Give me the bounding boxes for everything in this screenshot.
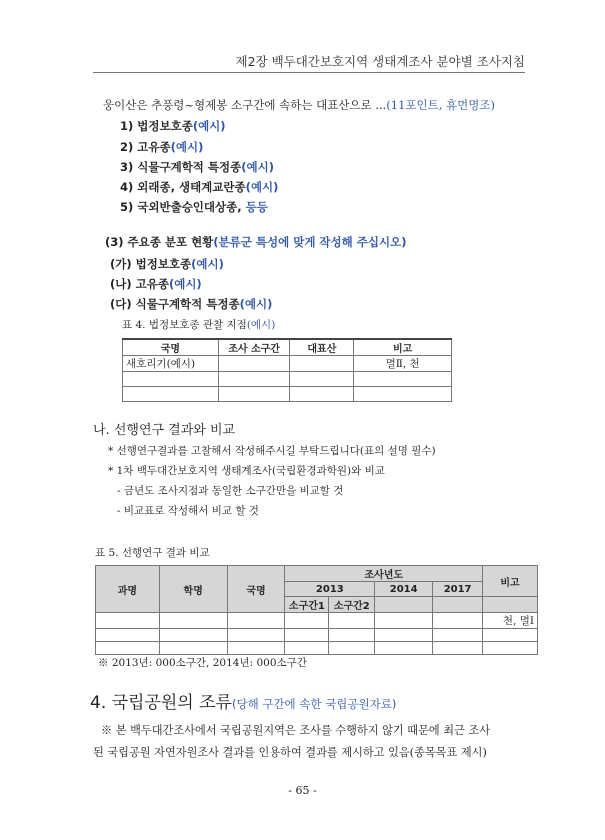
table5-cell: [227, 629, 285, 642]
table-row: [123, 372, 452, 387]
list1-item: [120, 139, 203, 155]
table5-cell: [159, 642, 227, 655]
table5-cell: [329, 642, 375, 655]
section3-label: (3) 주요종 분포 현황: [105, 235, 214, 249]
list2-label: (다) 식물구계학적 특정종: [110, 297, 240, 311]
table4-caption-highlight: (예시): [246, 319, 276, 331]
intro-body: 웅이산은 추풍령~형제봉 소구간에 속하는 대표산으로 ...: [103, 98, 387, 112]
para-line: 된 국립공원 자연자원조사 결과를 인용하여 결과를 제시하고 있음(종목목표 제시): [93, 746, 487, 759]
list1-example: (예시): [192, 119, 226, 133]
table4-cell: [218, 372, 290, 387]
table5-cell: [96, 613, 160, 629]
table5-cell: [285, 613, 329, 629]
table4-cell: [290, 356, 354, 372]
table5-caption: 표 5. 선행연구 결과 비교: [95, 547, 210, 559]
table4-cell: 새호리기(예시): [123, 356, 219, 372]
table5-cell: [483, 642, 538, 655]
table-row: [123, 356, 452, 372]
list2-item: [110, 296, 272, 312]
header-title: 제2장 백두대간보호지역 생태계조사 분야별 조사지침: [235, 54, 525, 69]
list1-label: 2) 고유종: [120, 140, 171, 154]
table5-cell: [96, 629, 160, 642]
table5-cell: [433, 629, 483, 642]
section3-note: (분류군 특성에 맞게 작성해 주십시오): [213, 235, 407, 249]
list2-example: (예시): [168, 277, 202, 291]
table4-cell: [290, 372, 354, 387]
table4-cell: [218, 356, 290, 372]
intro-highlight: (11포인트, 휴먼명조): [386, 98, 495, 112]
table5-cell: [285, 629, 329, 642]
table5-cell: [375, 642, 433, 655]
note-line: - 비교표로 작성해서 비교 할 것: [117, 505, 259, 517]
table5-subsection: 소구간1: [285, 597, 329, 613]
list1-label: 4) 외래종, 생태계교란종: [120, 180, 246, 194]
table4-cell: [218, 387, 290, 402]
list2-label: (나) 고유종: [110, 277, 169, 291]
table4-header: 비고: [354, 339, 452, 356]
table-row: [123, 387, 452, 402]
section-na-title: 나. 선행연구 결과와 비교: [93, 423, 236, 438]
table5-header-note: 비고: [483, 566, 538, 597]
table-row: [96, 613, 538, 629]
list1-item: [120, 159, 274, 175]
table4-caption-text: 표 4. 법정보호종 관찰 지점: [122, 319, 247, 331]
table5-cell: [483, 597, 538, 613]
table5: [95, 565, 538, 655]
list1-item: [120, 199, 268, 215]
list1-example: (예시): [170, 140, 204, 154]
table5-cell: [159, 613, 227, 629]
section4-title: 4. 국립공원의 조류: [90, 693, 232, 713]
table5-cell: [433, 613, 483, 629]
table5-cell: [329, 629, 375, 642]
list1-item: [120, 179, 278, 195]
section3-heading: [105, 234, 406, 250]
table5-cell: [375, 597, 433, 613]
table5-cell: [483, 629, 538, 642]
table5-cell: [329, 613, 375, 629]
table5-cell: [227, 642, 285, 655]
table5-cell: [159, 629, 227, 642]
para-line: ※ 본 백두대간조사에서 국립공원지역은 조사를 수행하지 않기 때문에 최근 조사: [101, 724, 491, 737]
table5-cell: [96, 642, 160, 655]
table5-year: 2017: [433, 582, 483, 597]
list2-example: (예시): [191, 257, 224, 271]
list1-label: 1) 법정보호종: [120, 119, 193, 133]
table4-header: 국명: [123, 339, 219, 356]
table5-cell: [433, 642, 483, 655]
note-line: - 금년도 조사지점과 동일한 소구간만을 비교할 것: [117, 485, 344, 497]
table5-cell: [375, 629, 433, 642]
table5-cell: [227, 613, 285, 629]
table4-cell: [123, 372, 219, 387]
table5-year: 2013: [285, 582, 375, 597]
note-line: * 1차 백두대간보호지역 생태계조사(국립환경과학원)와 비교: [108, 465, 385, 477]
list1-item: [120, 118, 226, 134]
table4-cell: [123, 387, 219, 402]
table5-cell: [433, 597, 483, 613]
section4-heading: [90, 688, 396, 713]
list1-example: (예시): [241, 160, 274, 174]
table4-cell: [354, 372, 452, 387]
list1-label: 3) 식물구계학적 특정종: [120, 160, 242, 174]
table5-cell: [375, 613, 433, 629]
table5-cell: [285, 642, 329, 655]
table4-cell: [354, 387, 452, 402]
table5-year: 2014: [375, 582, 433, 597]
intro-text: [103, 97, 495, 113]
list2-item: [110, 276, 202, 292]
table4-header: 조사 소구간: [218, 339, 290, 356]
table5-header-family: 과명: [96, 566, 160, 613]
table4-cell: [290, 387, 354, 402]
header-rule: [93, 72, 525, 73]
table5-header-korean: 국명: [227, 566, 285, 613]
list1-example: (예시): [245, 180, 279, 194]
section4-sub: (당해 구간에 속한 국립공원자료): [231, 697, 397, 711]
table4-caption: [122, 317, 275, 332]
table-row: [96, 629, 538, 642]
table5-header-years: 조사년도: [285, 566, 483, 582]
footnote: ※ 2013년: 000소구간, 2014년: 000소구간: [98, 657, 307, 669]
list1-example: 등등: [245, 200, 268, 214]
table4-header: 대표산: [290, 339, 354, 356]
table5-header-genus: 학명: [159, 566, 227, 613]
table5-cell: 천, 멸Ⅰ: [483, 613, 538, 629]
list2-label: (가) 법정보호종: [110, 257, 192, 271]
list2-example: (예시): [239, 297, 273, 311]
note-line: * 선행연구결과를 고찰해서 작성해주시길 부탁드립니다(표의 설명 필수): [108, 445, 436, 457]
table4-cell: 멸Ⅱ, 천: [354, 356, 452, 372]
table-row: [96, 642, 538, 655]
table5-subsection: 소구간2: [329, 597, 375, 613]
table4: [122, 338, 452, 402]
page-number: - 65 -: [288, 784, 317, 797]
list2-item: [110, 256, 224, 272]
list1-label: 5) 국외반출승인대상종,: [120, 200, 246, 214]
